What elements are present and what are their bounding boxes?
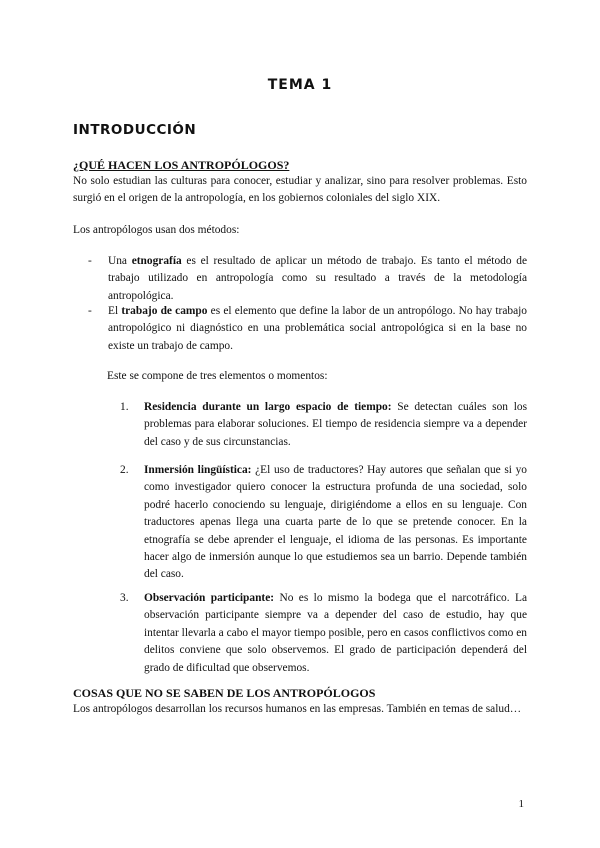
term-observacion: Observación participante: <box>144 592 275 604</box>
paragraph-methods: Los antropólogos usan dos métodos: <box>73 224 240 236</box>
heading-cosas: COSAS QUE NO SE SABEN DE LOS ANTROPÓLOGOS <box>73 686 376 700</box>
section-title: INTRODUCCIÓN <box>73 122 197 138</box>
bullet-etnografia <box>88 253 527 305</box>
term-inmersion: Inmersión lingüística: <box>144 464 252 476</box>
moment-item-2: 2. Inmersión lingüística: ¿El uso de traductores? Hay autores que señalan que si yo como investigador quiero conocer la estructura profunda de una sociedad, solo podré hacerlo conociendo su lenguaje, dirigiéndome a ellos en su lenguaje. Con traductores apenas llega una cuarta parte de lo que se pretende conocer. En la etnografía se debe aprender el lenguaje, el idioma de las personas. Es importante hacer algo de inmersión aunque lo que estudiemos sea un barrio. Depende también del caso. <box>120 462 527 584</box>
page-number: 1 <box>518 798 524 810</box>
item-number: 2. <box>120 464 129 476</box>
bullet-trabajo-campo <box>88 303 527 355</box>
paragraph-cosas: Los antropólogos desarrollan los recursos humanos en las empresas. También en temas de salud… <box>73 703 522 715</box>
moment-item-3: 3. Observación participante: No es lo mismo la bodega que el narcotráfico. La observación participante siempre va a depender del caso de estudio, hay que intentar llevarla a cabo el mayor tiempo posible, pero en casos conflictivos como en delitos conviene que solo observemos. El grado de participación dependerá del grado de dificultad que observemos. <box>120 590 527 677</box>
bullet-dash: - <box>88 305 92 317</box>
bullet-dash: - <box>88 255 92 267</box>
page-title: TEMA 1 <box>267 77 333 93</box>
term-residencia: Residencia durante un largo espacio de tiempo: <box>144 401 392 413</box>
bullet-text: Una etnografía es el resultado de aplicar un método de trabajo. Es tanto el método de trabajo utilizado en antropología como su resultado a través de la metodología antropológica. <box>108 255 527 302</box>
paragraph-intro: No solo estudian las culturas para conocer, estudiar y analizar, sino para resolver problemas. Esto surgió en el origen de la antropología, en los gobiernos coloniales del siglo XIX. <box>73 175 527 205</box>
heading-que-hacen: ¿QUÉ HACEN LOS ANTROPÓLOGOS? <box>73 158 290 172</box>
moment-item-1: 1. Residencia durante un largo espacio de tiempo: Se detectan cuáles son los problemas para elaborar soluciones. El tiempo de residencia siempre va a depender del caso y de sus circunstancias. <box>120 399 527 451</box>
bullet-text: El trabajo de campo es el elemento que define la labor de un antropólogo. No hay trabajo antropológico ni diagnóstico en una problemática social antropológica si en la base no existe un trabajo de campo. <box>108 305 527 352</box>
item-number: 1. <box>120 401 129 413</box>
term-trabajo-campo: trabajo de campo <box>121 305 208 317</box>
list-intro: Este se compone de tres elementos o momentos: <box>107 370 328 382</box>
item-number: 3. <box>120 592 129 604</box>
term-etnografia: etnografía <box>131 255 182 267</box>
